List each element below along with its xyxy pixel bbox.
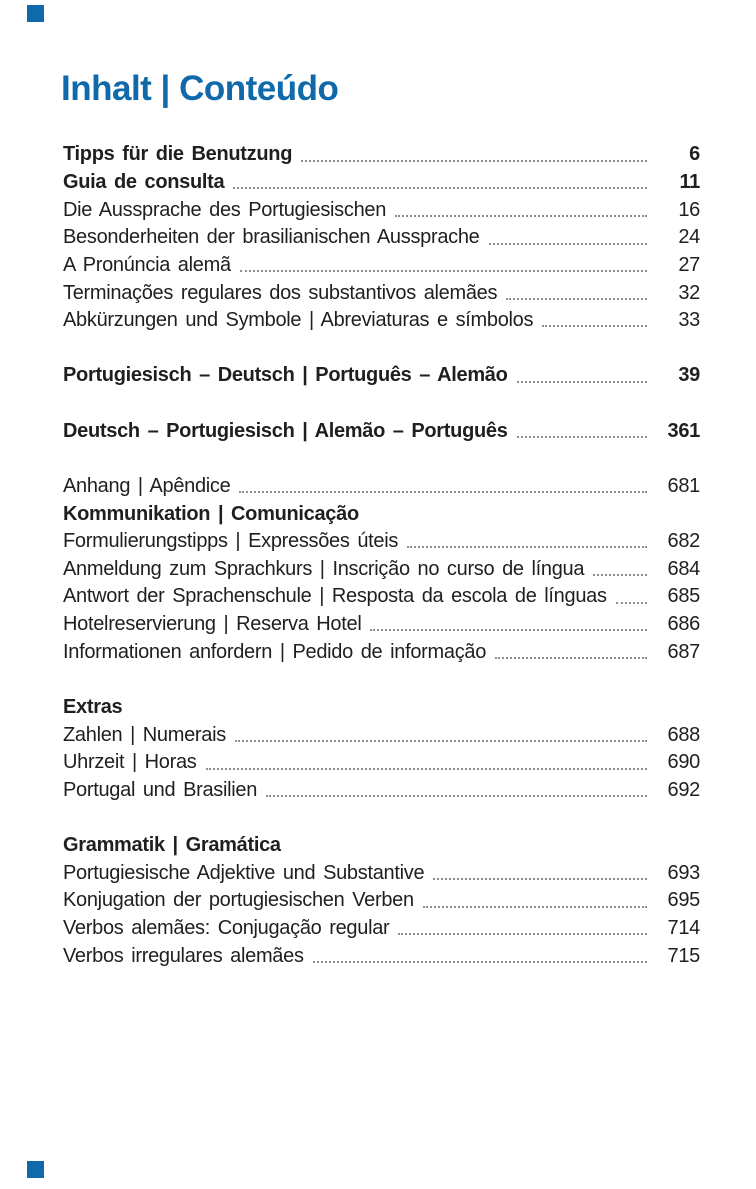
toc-entry-page: 695 bbox=[667, 889, 700, 912]
toc-section-dictionary-de-pt bbox=[63, 417, 700, 445]
toc-entry-label: Deutsch – Portugiesisch | Alemão – Português bbox=[63, 419, 508, 442]
toc-entry-page: 686 bbox=[667, 613, 700, 636]
dot-leader bbox=[424, 859, 650, 887]
toc-entry-page: 692 bbox=[667, 778, 700, 801]
toc-entry-page: 681 bbox=[667, 474, 700, 497]
dot-leader bbox=[508, 362, 650, 390]
toc-section-extras bbox=[63, 694, 700, 805]
toc-entry bbox=[63, 942, 700, 970]
toc-entry-label: Verbos alemães: Conjugação regular bbox=[63, 917, 390, 940]
toc-entry-page: 693 bbox=[667, 861, 700, 884]
toc-entry bbox=[63, 169, 700, 197]
toc-entry-page: 6 bbox=[689, 143, 700, 166]
toc-entry bbox=[63, 638, 700, 666]
dot-leader bbox=[584, 555, 650, 583]
toc-entry-page: 687 bbox=[667, 640, 700, 663]
toc-entry-label: Grammatik | Gramática bbox=[63, 834, 281, 857]
toc-entry bbox=[63, 141, 700, 169]
toc-entry bbox=[63, 528, 700, 556]
toc-entry bbox=[63, 887, 700, 915]
dot-leader bbox=[359, 500, 650, 528]
toc-entry-page: 682 bbox=[667, 530, 700, 553]
toc-entry-label: Portugiesische Adjektive und Substantive bbox=[63, 861, 425, 884]
corner-mark-top-icon bbox=[27, 5, 44, 22]
dot-leader bbox=[224, 169, 650, 197]
dot-leader bbox=[230, 473, 650, 501]
toc-entry bbox=[63, 362, 700, 390]
dot-leader bbox=[389, 915, 650, 943]
toc-entry-label: Informationen anfordern | Pedido de informação bbox=[63, 640, 487, 663]
toc-entry-page: 714 bbox=[667, 917, 700, 940]
toc-entry-label: Die Aussprache des Portugiesischen bbox=[63, 198, 387, 221]
dot-leader bbox=[480, 224, 651, 252]
toc-entry-page: 32 bbox=[678, 281, 700, 304]
toc-entry bbox=[63, 555, 700, 583]
toc-entry bbox=[63, 196, 700, 224]
toc-entry bbox=[63, 583, 700, 611]
toc-section-appendix-communication bbox=[63, 473, 700, 666]
toc-entry bbox=[63, 417, 700, 445]
dot-leader bbox=[292, 141, 650, 169]
toc-entry-label: Portugal und Brasilien bbox=[63, 778, 258, 801]
dot-leader bbox=[304, 942, 650, 970]
toc-entry-page: 684 bbox=[667, 557, 700, 580]
dot-leader bbox=[231, 252, 650, 280]
toc-entry bbox=[63, 252, 700, 280]
dot-leader bbox=[486, 638, 650, 666]
toc-entry bbox=[63, 721, 700, 749]
toc-entry-label: Hotelreservierung | Reserva Hotel bbox=[63, 613, 362, 636]
dot-leader bbox=[414, 887, 650, 915]
toc-entry bbox=[63, 473, 700, 501]
toc-entry-label: A Pronúncia alemã bbox=[63, 253, 231, 276]
toc-entry-page: 688 bbox=[667, 723, 700, 746]
toc-entry bbox=[63, 832, 700, 860]
toc-entry bbox=[63, 694, 700, 722]
toc-entry bbox=[63, 224, 700, 252]
dot-leader bbox=[361, 611, 650, 639]
toc-section-dictionary-pt-de bbox=[63, 362, 700, 390]
toc-entry bbox=[63, 611, 700, 639]
toc-entry-page: 11 bbox=[679, 170, 700, 193]
toc-list bbox=[63, 141, 700, 970]
toc-entry-label: Besonderheiten der brasilianischen Aussprache bbox=[63, 226, 480, 249]
toc-entry-page: 690 bbox=[667, 751, 700, 774]
toc-entry bbox=[63, 749, 700, 777]
toc-entry-label: Anhang | Apêndice bbox=[63, 474, 231, 497]
page-title: Inhalt | Conteúdo bbox=[61, 69, 339, 108]
toc-entry-label: Extras bbox=[63, 695, 123, 718]
toc-entry-label: Formulierungstipps | Expressões úteis bbox=[63, 530, 399, 553]
dot-leader bbox=[281, 832, 650, 860]
toc-section-front-matter bbox=[63, 141, 700, 334]
dot-leader bbox=[122, 694, 650, 722]
toc-entry bbox=[63, 279, 700, 307]
toc-entry-label: Abkürzungen und Symbole | Abreviaturas e símbolos bbox=[63, 309, 534, 332]
toc-entry-label: Kommunikation | Comunicação bbox=[63, 502, 359, 525]
toc-section-grammar bbox=[63, 832, 700, 970]
toc-entry-page: 685 bbox=[667, 585, 700, 608]
toc-entry bbox=[63, 859, 700, 887]
toc-entry-page: 16 bbox=[678, 198, 700, 221]
toc-entry-page: 361 bbox=[667, 419, 700, 442]
dot-leader bbox=[386, 196, 650, 224]
dot-leader bbox=[508, 417, 650, 445]
toc-entry bbox=[63, 500, 700, 528]
toc-entry bbox=[63, 307, 700, 335]
toc-entry-label: Zahlen | Numerais bbox=[63, 723, 226, 746]
dot-leader bbox=[398, 528, 650, 556]
toc-entry-label: Verbos irregulares alemães bbox=[63, 944, 304, 967]
toc-entry-label: Konjugation der portugiesischen Verben bbox=[63, 889, 414, 912]
toc-entry-page: 33 bbox=[678, 309, 700, 332]
toc-entry-page: 24 bbox=[678, 226, 700, 249]
dot-leader bbox=[497, 279, 650, 307]
toc-entry bbox=[63, 915, 700, 943]
toc-entry-page: 715 bbox=[667, 944, 700, 967]
toc-entry-page: 39 bbox=[678, 364, 700, 387]
toc-entry-label: Anmeldung zum Sprachkurs | Inscrição no curso de língua bbox=[63, 557, 585, 580]
dot-leader bbox=[226, 721, 650, 749]
toc-entry-label: Tipps für die Benutzung bbox=[63, 143, 293, 166]
dot-leader bbox=[197, 749, 650, 777]
toc-entry-label: Antwort der Sprachenschule | Resposta da escola de línguas bbox=[63, 585, 607, 608]
dot-leader bbox=[533, 307, 650, 335]
toc-entry-label: Uhrzeit | Horas bbox=[63, 751, 197, 774]
corner-mark-bottom-icon bbox=[27, 1161, 44, 1178]
toc-entry-label: Guia de consulta bbox=[63, 170, 225, 193]
toc-entry-label: Portugiesisch – Deutsch | Português – Alemão bbox=[63, 364, 508, 387]
toc-entry-page: 27 bbox=[678, 253, 700, 276]
dot-leader bbox=[257, 777, 650, 805]
dot-leader bbox=[607, 583, 650, 611]
toc-entry bbox=[63, 777, 700, 805]
toc-entry-label: Terminações regulares dos substantivos alemães bbox=[63, 281, 498, 304]
